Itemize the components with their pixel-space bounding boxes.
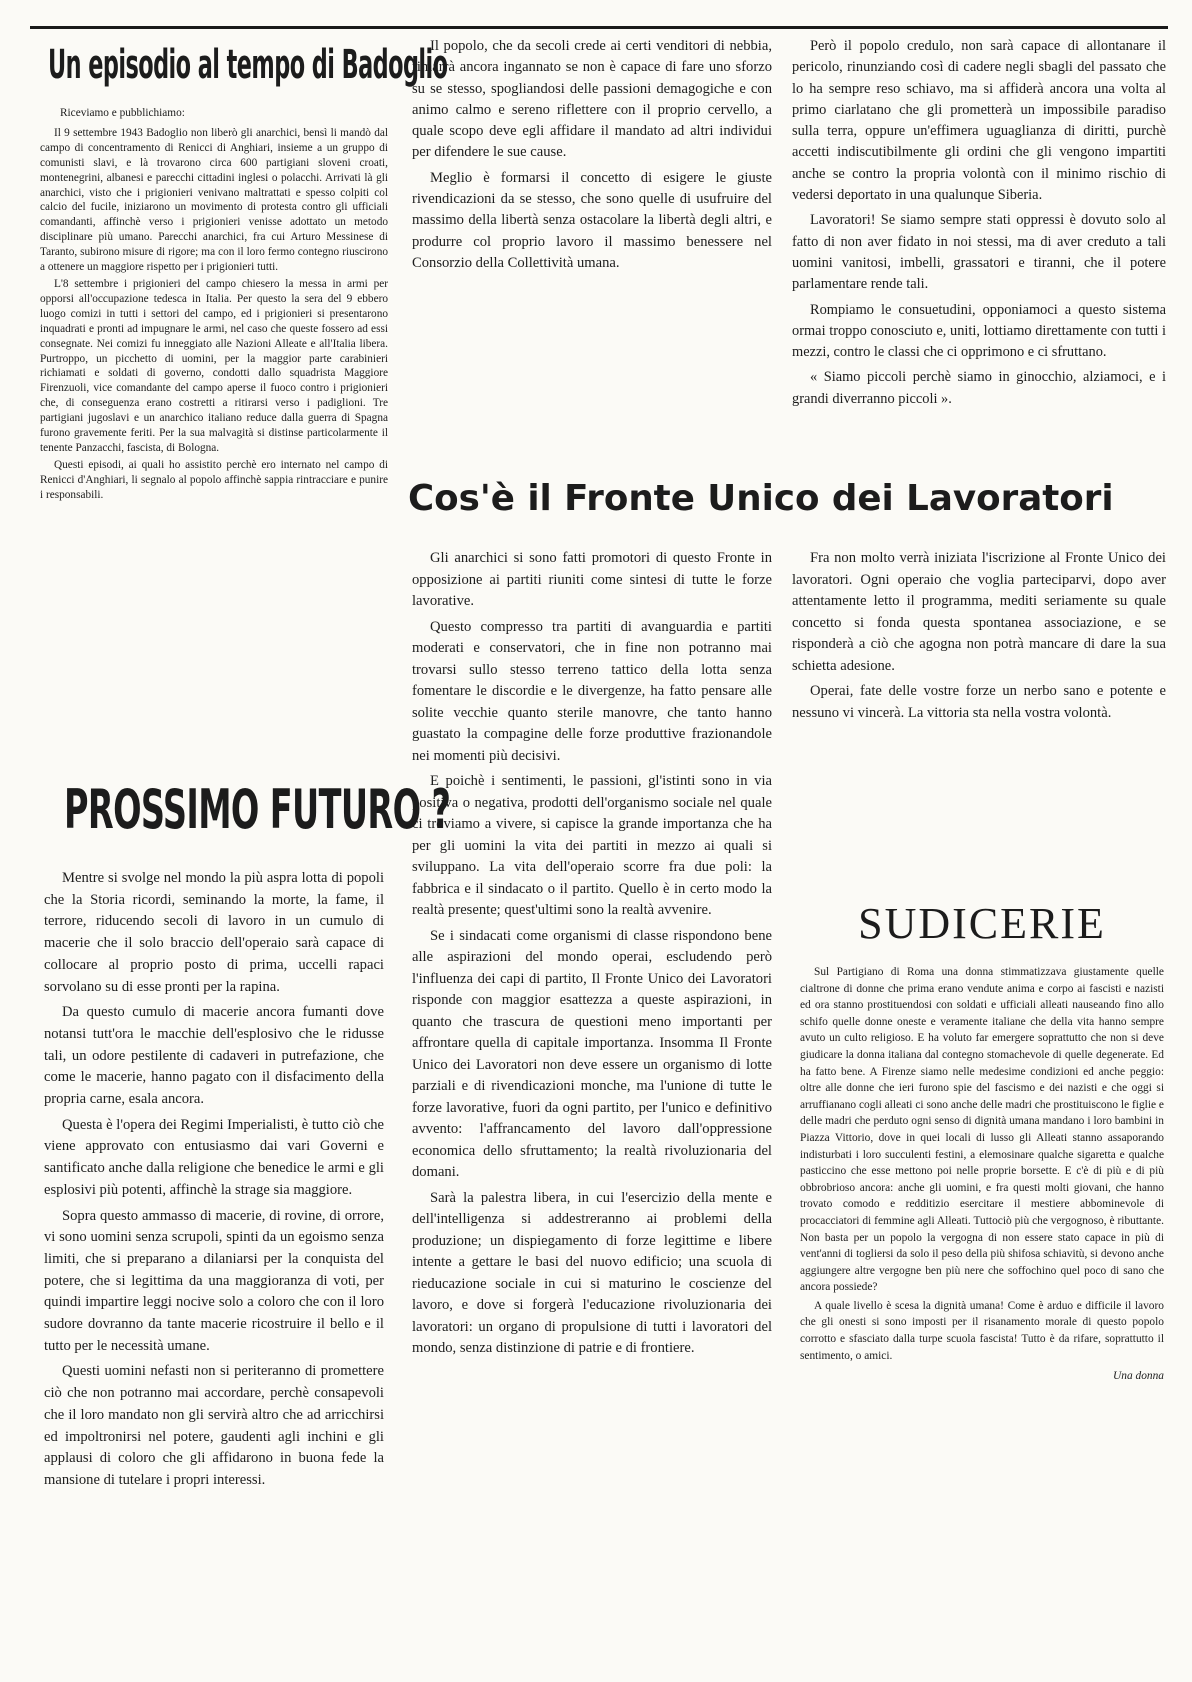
article-paragraph: Il 9 settembre 1943 Badoglio non liberò gli anarchici, bensì li mandò dal campo di concentramento di Renicci di Anghiari, insieme a un gruppo di comunisti slavi, e là trovarono circa 600 partigiani sloveni croati, montenegrini, albanesi e parecchi cittadini inglesi o polacchi. Arrivati là gli anarchici, visto che i prigionieri venivano maltrattati e spesso colpiti col calcio del fucile, iniziarono un movimento di protesta contro gli ufficiali comandanti, affinchè verso i prigionieri venisse adottato un metodo disciplinare più umano. Parecchi anarchici, fra cui Arturo Messinese di Taranto, subirono misure di rigore; ma con il loro fermo contegno riuscirono a ottenere un maggiore rispetto per i prigionieri tutti. [40, 126, 388, 274]
article-paragraph: A quale livello è scesa la dignità umana! Come è arduo e difficile il lavoro che gli onesti si sono imposti per il risanamento morale di questo popolo corrotto e sfasciato dalla turpe scuola fascista! Tutto è da rifare, soprattutto il sentimento, o amici. [800, 1299, 1164, 1362]
article-paragraph: Sarà la palestra libera, in cui l'esercizio della mente e dell'intelligenza si addestreranno ai problemi della produzione; un dispiegamento di forze legittime e libere intente a gettare le basi del nuovo edificio; una scuola di rieducazione sociale in cui si maturino le coscienze del lavoro, e dove si forgerà l'educazione rivoluzionaria dei lavoratori: un organo di propulsione di tutti i lavoratori del mondo, senza distinzione di patrie e di frontiere. [412, 1189, 772, 1356]
article-fronte-headline [408, 478, 1174, 538]
article-paragraph: Mentre si svolge nel mondo la più aspra lotta di popoli che la Storia ricordi, seminando la morte, la fame, il terrore, riducendo secoli di lavoro in un cumulo di macerie che il solo braccio dell'operaio sarà capace di collocare al proprio posto di prima, uccelli rapaci sorvolano su di esse pronti per la rapina. [44, 870, 384, 995]
article-paragraph: Se i sindacati come organismi di classe rispondono bene alle aspirazioni del mondo operai, escludendo però l'influenza dei capi di partito, Il Fronte Unico dei Lavoratori risponde con maggior esattezza a queste aspirazioni, in quanto che trascura de questioni meno importanti per affrontare quella di capitale importanza. Insomma Il Fronte Unico dei Lavoratori non deve essere un organismo di lotte parziali e di rivendicazioni monche, ma l'unione di tutte le forze lavorative, fuori da ogni partito, per l'unico e definitivo avvento: l'affrancamento del lavoro dall'oppressione economica dello sfruttamento; la realtà rivoluzionaria del domani. [412, 927, 772, 1180]
article-intro: Riceviamo e pubblichiamo: [60, 107, 185, 119]
top-rule [30, 26, 1168, 29]
article-futuro-col1 [44, 868, 384, 1678]
article-paragraph: Fra non molto verrà iniziata l'iscrizione al Fronte Unico dei lavoratori. Ogni operaio che voglia parteciparvi, dopo aver attentamente letto il programma, mediti seriamente su quale concetto si fonda questa spontanea associazione, e se risponderà a ciò che agogna non potrà mancare di dare la sua schietta adesione. [792, 550, 1166, 674]
article-paragraph: Però il popolo credulo, non sarà capace di allontanare il pericolo, rinunziando così di cadere negli sbagli del passato che lo ha sempre reso schiavo, ma si affiderà ancora una volta al primo ciarlatano che gli prometterà un impossibile paradiso sulla terra, oppure un'effimera uguaglianza di diritti, purchè accetti indiscutibilmente gli ordini che gli vengono impartiti anche se contro la propria volontà con il minimo rischio di vedersi deportato in una qualunque Siberia. [792, 38, 1166, 204]
article-paragraph: Questo compresso tra partiti di avanguardia e partiti moderati e conservatori, che in fine non potranno mai trovarsi sullo stesso terreno tattico della lotta senza fomentare le discordie e le divergenze, ha fatto pensare alle solite vecchie quanto sterile manovre, che tanto hanno guastato la compagine delle forze produttive frazionandole nei momenti più decisivi. [412, 618, 772, 764]
article-futuro-headline [40, 778, 451, 848]
article-futuro-title: PROSSIMO FUTURO ? [64, 778, 451, 841]
article-signature: Una donna [1113, 1370, 1164, 1383]
article-paragraph: Gli anarchici si sono fatti promotori di questo Fronte in opposizione ai partiti riuniti come sintesi di tutte le forze lavorative. [412, 550, 772, 609]
article-paragraph: L'8 settembre i prigionieri del campo chiesero la messa in armi per opporsi all'occupazione tedesca in Italia. Per questo la sera del 9 ebbero luogo comizi in tutti i settori del campo, ed i prigionieri si presentarono inquadrati e pronti ad impugnare le armi, nel caso che queste fossero ad essi consegnate. Nei comizi fu inneggiato alle Nazioni Alleate e all'Italia libera. Purtroppo, un picchetto di uomini, per la maggior parte carabinieri richiamati e soldati di governo, condotti dallo squadrista Maggiore Firenzuoli, vice comandante del campo aperse il fuoco contro i prigionieri che, di conseguenza erano costretti a ritirarsi verso i padiglioni. Tre partigiani jugoslavi e un anarchico italiano reduce dalla guerra di Spagna furono gravemente feriti. Per la sua malvagità si distinse particolarmente il tenente Panzacchi, fascista, di Bologna. [40, 277, 388, 454]
article-paragraph: Il popolo, che da secoli crede ai certi venditori di nebbia, rimarrà ancora ingannato se non è capace di fare uno sforzo su se stesso, spogliandosi delle passioni demagogiche e con animo calmo e sereno riflettere con il proprio cervello, a quale scopo deve egli affidare il mandato ad altri individui per difendere le sue cause. [412, 38, 772, 161]
article-paragraph: Questi uomini nefasti non si periteranno di promettere ciò che non potranno mai accordare, perchè consapevoli che il loro mandato non gli servirà altro che ad arricchirsi ed impoltronirsi nel potere, gaudenti agli inchini e gli applausi di coloro che gli affidarono in buona fede la mansione di tutelare i propri interessi. [44, 1363, 384, 1488]
article-paragraph: Questa è l'opera dei Regimi Imperialisti, è tutto ciò che viene approvato con entusiasmo dai vari Governi e santificato anche dalla religione che benedice le armi e gli esplosivi più potenti, affinchè la strage sia maggiore. [44, 1116, 384, 1198]
article-sudicerie-body [800, 964, 1164, 1385]
article-paragraph: Operai, fate delle vostre forze un nerbo sano e potente e nessuno vi vincerà. La vittoria sta nella vostra volontà. [792, 683, 1166, 721]
article-paragraph: Sul Partigiano di Roma una donna stimmatizzava giustamente quelle cialtrone di donne che prima erano vendute anima e corpo ai fascisti e nazisti ed ora stanno prostituendosi con soldati e ufficiali alleati nauseando fino allo schifo quelle donne oneste e veramente italiane che della vita hanno sempre avuto un culto religioso. E ha voluto far emergere soprattutto che non si deve giudicare la donna italiana dal contegno stomachevole di quelle degenerate. Ed ha fatto bene. A Firenze siamo nelle medesime condizioni ed anche peggio: oltre alle donne che ieri furono spie del fascismo e dei nazisti e che oggi si arruffianano cogli alleati ci sono anche delle madri che prostituiscono le figlie e delle madri che perduto ogni senso di dignità umana mandano i loro bambini in Piazza Vittorio, dove in quei locali di lusso gli Alleati stanno assaporando indisturbati i loro succulenti festini, a elemosinare qualche sigaretta e qualche pasticcino che esse mettono poi nelle proprie borsette. E c'è di più e di più obbrobrioso ancora: anche gli uomini, e fra questi molti giovani, che hanno trovato comodo e redditizio esercitare il mestiere abbominevole di procacciatori di femmine agli Alleati. Tuttociò più che vergognoso, è ributtante. Non basta per un popolo la vergogna di non essere stato capace in più di vent'anni di togliersi da solo il peso della più shifosa schiavitù, si devono anche aggiungere altre vergogne ben più nere che soffochino quel poco di sano che ancora possiede? [800, 966, 1164, 1294]
article-paragraph: Rompiamo le consuetudini, opponiamoci a questo sistema ormai troppo conosciuto e, uniti, lottiamo direttamente con tutti i mezzi, contro le classi che ci opprimono e ci sfruttano. [792, 301, 1166, 361]
article-fronte-title: Cos'è il Fronte Unico dei Lavoratori [408, 478, 1114, 519]
article-sudicerie-title: SUDICERIE [858, 899, 1106, 948]
article-futuro-col3 [792, 36, 1166, 456]
article-paragraph: E poichè i sentimenti, le passioni, gl'istinti sono in via positiva o negativa, prodotti dell'organismo sociale nel quale ci troviamo a vivere, si capisce la grande importanza che ha per gli uomini la vita dei partiti in mezzo ai quali si sviluppano. La vita dell'operaio scorre fra due poli: la fabbrica e il sindacato o il partito. Quello è in certo modo la realtà presente; quest'ultimi sono la realtà avvenire. [412, 773, 772, 918]
article-fronte-col1 [412, 548, 772, 1678]
article-paragraph: Questi episodi, ai quali ho assistito perchè ero internato nel campo di Renicci d'Anghiari, li segnalo al popolo affinchè sappia rintracciare e punire i responsabili. [40, 458, 388, 501]
article-paragraph: « Siamo piccoli perchè siamo in ginocchio, alziamoci, e i grandi diverranno piccoli ». [792, 369, 1166, 407]
article-paragraph: Lavoratori! Se siamo sempre stati oppressi è dovuto solo al fatto di non aver fidato in noi stessi, ma di aver creduto a tali uomini vanitosi, imbelli, grassatori e tiranni, che il potere parlamentare rende tali. [792, 212, 1166, 293]
article-paragraph: Da questo cumulo di macerie ancora fumanti dove notansi tutt'ora le macchie dell'esplosivo che le ridusse tali, un odore pestilente di cadaveri in putrefazione, che come le macerie, hanno pagato con il disfacimento della propria carne, esala ancora. [44, 1004, 384, 1108]
article-paragraph: Meglio è formarsi il concetto di esigere le giuste rivendicazioni da se stesso, che sono quelle di usufruire del massimo della libertà senza ostacolare la libertà degli altri, e produrre col proprio lavoro il massimo benessere nel Consorzio della Collettività umana. [412, 169, 772, 271]
article-badoglio-title: Un episodio al tempo di Badoglio [48, 42, 448, 88]
article-badoglio [40, 42, 448, 742]
article-futuro-col2 [412, 36, 772, 456]
article-sudicerie [800, 896, 1164, 1678]
article-fronte-col2 [792, 548, 1166, 878]
article-badoglio-body [40, 106, 388, 503]
article-paragraph: Sopra questo ammasso di macerie, di rovine, di orrore, vi sono uomini senza scrupoli, spinti da un egoismo senza limiti, che si preparano a dilaniarsi per la conquista del potere, che si legittima da una maggioranza di voti, per quindi impartire leggi nocive solo a coloro che con il loro sudore dovranno da tante macerie ricostruire il bello e il tutto per le necessità umane. [44, 1207, 384, 1354]
